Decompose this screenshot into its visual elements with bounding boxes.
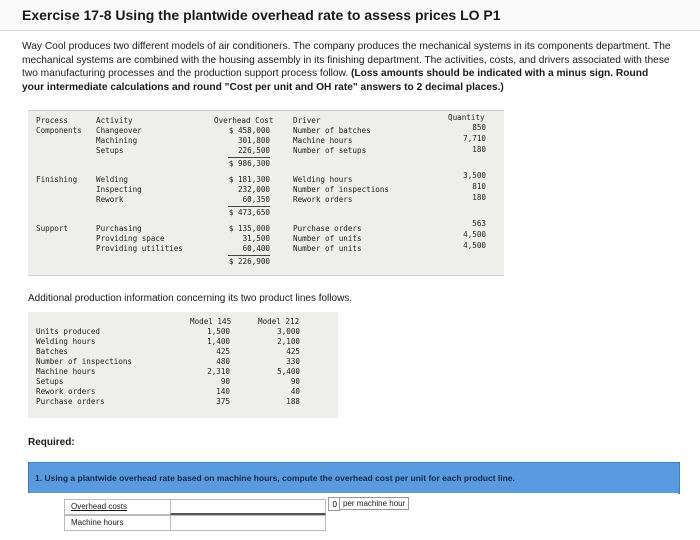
- driver-purchase-orders: Purchase orders: [293, 224, 362, 233]
- activity-welding: Welding: [96, 175, 129, 184]
- header-activity: Activity: [96, 116, 133, 125]
- m212-value: 188: [286, 397, 300, 406]
- driver-number-of-units: Number of units: [293, 234, 362, 243]
- subtotal-line: [228, 255, 270, 256]
- row-label: Rework orders: [36, 387, 96, 396]
- m212-value: 90: [290, 377, 300, 386]
- m145-value: 2,310: [207, 367, 230, 376]
- row-label: Machine hours: [36, 367, 96, 376]
- cost-changeover: $ 458,000: [228, 126, 270, 135]
- cost-providing-space: 31,500: [242, 234, 270, 243]
- answer-worksheet: [28, 493, 678, 540]
- activity-purchasing: Purchasing: [96, 224, 142, 233]
- activity-providing-space: Providing space: [96, 234, 165, 243]
- qty-batches: 850: [472, 123, 486, 132]
- m212-value: 5,400: [277, 367, 300, 376]
- row-label: Purchase orders: [36, 397, 105, 406]
- intro-plain: Way Cool produces two different models of air conditioners. The company produces the mechanical systems in its components department. The mechanical systems are combined with the housing assembly in its finishing department. The activities, costs, and drivers associated with these two manufacturing processes and the production support process follow.: [22, 41, 671, 79]
- qty-units-space: 4,500: [463, 230, 486, 239]
- activity-providing-utilities: Providing utilities: [96, 244, 183, 253]
- header-driver: Driver: [293, 116, 321, 125]
- driver-setups: Number of setups: [293, 146, 367, 155]
- machine-hours-input-cell[interactable]: [170, 515, 326, 531]
- process-finishing: Finishing: [36, 175, 78, 184]
- activity-machining: Machining: [96, 136, 138, 145]
- qty-units-utilities: 4,500: [463, 241, 486, 250]
- subtotal-line: [228, 206, 270, 207]
- driver-batches: Number of batches: [293, 126, 371, 135]
- header-model-145: Model 145: [190, 317, 232, 326]
- m212-value: 425: [286, 347, 300, 356]
- total-finishing: $ 473,650: [228, 208, 270, 217]
- driver-machine-hours: Machine hours: [293, 136, 353, 145]
- m145-value: 1,500: [207, 327, 230, 336]
- row-label: Batches: [36, 347, 69, 356]
- row-label: Setups: [36, 377, 64, 386]
- header-model-212: Model 212: [258, 317, 300, 326]
- overhead-costs-label: Overhead costs: [71, 502, 128, 511]
- question-text: 1. Using a plantwide overhead rate based on machine hours, compute the overhead cost per unit for each product line.: [35, 473, 515, 483]
- activity-setups: Setups: [96, 146, 124, 155]
- overhead-costs-input-cell[interactable]: [170, 499, 326, 515]
- question-box: [28, 462, 680, 494]
- process-support: Support: [36, 224, 69, 233]
- qty-purchase-orders: 563: [472, 219, 486, 228]
- activity-inspecting: Inspecting: [96, 185, 142, 194]
- cost-machining: 301,800: [237, 136, 270, 145]
- m212-value: 40: [290, 387, 300, 396]
- m145-value: 90: [220, 377, 230, 386]
- intro-instructions: (Loss amounts should be indicated with a minus sign. Round your intermediate calculations and round "Cost per unit and OH rate" answers to 2 decimal places.): [22, 68, 649, 93]
- cost-setups: 226,500: [237, 146, 270, 155]
- activity-rework: Rework: [96, 195, 124, 204]
- required-heading: Required:: [28, 437, 75, 448]
- driver-rework-orders: Rework orders: [293, 195, 353, 204]
- header-cost: Overhead Cost: [214, 116, 274, 125]
- rate-unit-label: per machine hour: [339, 497, 409, 510]
- total-components: $ 986,300: [228, 159, 270, 168]
- row-label: Units produced: [36, 327, 101, 336]
- driver-inspections: Number of inspections: [293, 185, 390, 194]
- cost-providing-utilities: 60,400: [242, 244, 270, 253]
- total-support: $ 226,900: [228, 257, 270, 266]
- cost-welding: $ 181,300: [228, 175, 270, 184]
- row-label: Number of inspections: [36, 357, 133, 366]
- driver-number-of-units: Number of units: [293, 244, 362, 253]
- additional-info-text: Additional production information concerning its two product lines follows.: [28, 293, 353, 304]
- m145-value: 1,400: [207, 337, 230, 346]
- m212-value: 2,100: [277, 337, 300, 346]
- driver-welding-hours: Welding hours: [293, 175, 353, 184]
- qty-machine-hours: 7,710: [463, 134, 486, 143]
- process-components: Components: [36, 126, 82, 135]
- m145-value: 140: [216, 387, 230, 396]
- cost-purchasing: $ 135,000: [228, 224, 270, 233]
- activity-changeover: Changeover: [96, 126, 142, 135]
- title-bar: [0, 0, 700, 31]
- page-title: Exercise 17-8 Using the plantwide overhead rate to assess prices LO P1: [22, 7, 501, 23]
- qty-welding-hours: 3,500: [463, 171, 486, 180]
- m145-value: 480: [216, 357, 230, 366]
- m145-value: 425: [216, 347, 230, 356]
- row-label: Welding hours: [36, 337, 96, 346]
- machine-hours-label: Machine hours: [71, 518, 124, 527]
- m212-value: 330: [286, 357, 300, 366]
- intro-text: [22, 40, 672, 94]
- qty-setups: 180: [472, 145, 486, 154]
- header-quantity: Quantity: [448, 113, 485, 122]
- header-process: Process: [36, 116, 69, 125]
- m212-value: 3,000: [277, 327, 300, 336]
- m145-value: 375: [216, 397, 230, 406]
- cost-inspecting: 232,000: [237, 185, 270, 194]
- qty-rework-orders: 180: [472, 193, 486, 202]
- qty-inspections: 810: [472, 182, 486, 191]
- subtotal-line: [228, 157, 270, 158]
- cost-rework: 60,350: [242, 195, 270, 204]
